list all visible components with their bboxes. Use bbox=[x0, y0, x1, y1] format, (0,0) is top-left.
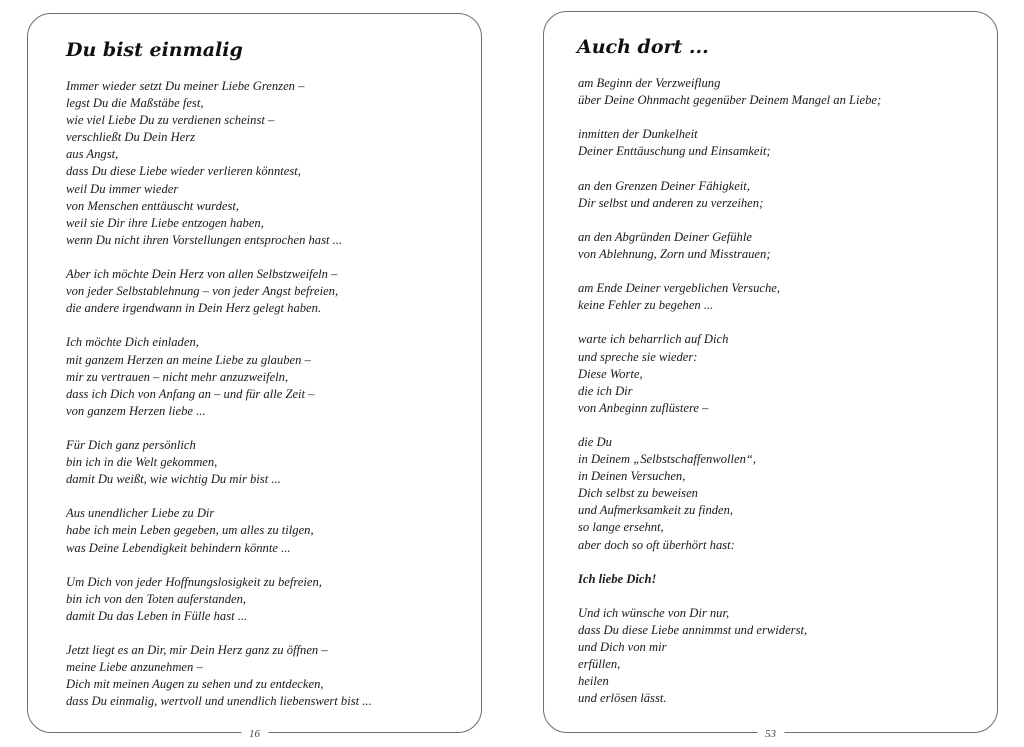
verse-line: die ich Dir bbox=[578, 383, 633, 398]
verse-line: meine Liebe anzunehmen – bbox=[66, 660, 203, 675]
verse-line: Deiner Enttäuschung und Einsamkeit; bbox=[578, 144, 771, 159]
verse-line: legst Du die Maßstäbe fest, bbox=[66, 96, 204, 111]
verse-line: warte ich beharrlich auf Dich bbox=[578, 332, 729, 347]
verse-line: dass Du diese Liebe annimmst und erwiderst, bbox=[578, 623, 808, 637]
verse-line: Dir selbst und anderen zu verzeihen; bbox=[578, 195, 764, 210]
page-number: 16 bbox=[241, 728, 268, 740]
verse-line: verschließt Du Dein Herz bbox=[66, 130, 196, 145]
verse-line: damit Du das Leben in Fülle hast ... bbox=[66, 608, 248, 623]
verse-line: wie viel Liebe Du zu verdienen scheinst – bbox=[66, 113, 275, 128]
stanza bbox=[578, 605, 881, 708]
verse-line: was Deine Lebendigkeit behindern könnte ... bbox=[66, 540, 291, 555]
stanza bbox=[66, 574, 372, 625]
verse-line: von jeder Selbstablehnung – von jeder Angst befreien, bbox=[66, 284, 339, 299]
verse-line: und Aufmerksamkeit zu finden, bbox=[578, 503, 734, 518]
verse-line: an den Abgründen Deiner Gefühle bbox=[578, 229, 752, 244]
verse-line: über Deine Ohnmacht gegenüber Deinem Mangel an Liebe; bbox=[578, 93, 882, 108]
stanza bbox=[66, 437, 372, 488]
verse-line: von ganzem Herzen liebe ... bbox=[66, 403, 206, 418]
verse-line: keine Fehler zu begehen ... bbox=[578, 298, 714, 313]
verse-line: die andere irgendwann in Dein Herz gelegt haben. bbox=[66, 301, 322, 316]
verse-line: habe ich mein Leben gegeben, um alles zu tilgen, bbox=[66, 523, 314, 538]
verse-line: Jetzt liegt es an Dir, mir Dein Herz ganz zu öffnen – bbox=[66, 643, 328, 658]
stanza bbox=[578, 126, 881, 160]
stanza bbox=[66, 266, 372, 317]
verse-line: weil Du immer wieder bbox=[66, 181, 179, 196]
verse-line: Aber ich möchte Dein Herz von allen Selbstzweifeln – bbox=[66, 267, 338, 282]
verse-line: in Deinen Versuchen, bbox=[578, 469, 686, 484]
page-number: 53 bbox=[757, 728, 784, 740]
verse-line: aber doch so oft überhört hast: bbox=[578, 537, 735, 552]
right-page bbox=[543, 11, 998, 740]
verse-line: am Ende Deiner vergeblichen Versuche, bbox=[578, 281, 781, 296]
verse-line: Für Dich ganz persönlich bbox=[66, 437, 196, 452]
left-page bbox=[27, 13, 482, 740]
stanza bbox=[578, 75, 881, 109]
stanza bbox=[578, 331, 881, 416]
verse-line: inmitten der Dunkelheit bbox=[578, 127, 698, 142]
stanza bbox=[578, 229, 881, 263]
poem-body bbox=[66, 78, 372, 728]
verse-line: weil sie Dir ihre Liebe entzogen haben, bbox=[66, 215, 264, 230]
stanza bbox=[66, 505, 372, 556]
verse-line: damit Du weißt, wie wichtig Du mir bist ... bbox=[66, 472, 281, 487]
stanza bbox=[66, 78, 372, 249]
verse-line: mir zu vertrauen – nicht mehr anzuzweifeln, bbox=[66, 369, 289, 384]
verse-line: Dich selbst zu beweisen bbox=[578, 486, 698, 501]
verse-line: aus Angst, bbox=[66, 147, 119, 162]
verse-line: Und ich wünsche von Dir nur, bbox=[578, 605, 730, 620]
verse-line: Aus unendlicher Liebe zu Dir bbox=[66, 506, 215, 521]
page-title: Du bist einmalig bbox=[66, 39, 243, 61]
verse-line: von Menschen enttäuscht wurdest, bbox=[66, 198, 240, 213]
stanza bbox=[66, 334, 372, 419]
verse-line: von Ablehnung, Zorn und Misstrauen; bbox=[578, 246, 771, 261]
verse-line: bin ich in die Welt gekommen, bbox=[66, 455, 218, 470]
emphasis-stanza bbox=[578, 571, 881, 588]
stanza bbox=[578, 434, 881, 554]
verse-line: heilen bbox=[578, 674, 609, 689]
verse-line: Immer wieder setzt Du meiner Liebe Grenzen – bbox=[66, 79, 305, 93]
verse-line: die Du bbox=[578, 434, 612, 449]
verse-line: dass Du einmalig, wertvoll und unendlich liebenswert bist ... bbox=[66, 694, 372, 709]
verse-line: dass ich Dich von Anfang an – und für alle Zeit – bbox=[66, 386, 315, 401]
verse-line: Um Dich von jeder Hoffnungslosigkeit zu befreien, bbox=[66, 574, 322, 589]
page-title: Auch dort ... bbox=[577, 36, 709, 58]
verse-line: Diese Worte, bbox=[578, 366, 643, 381]
verse-line: so lange ersehnt, bbox=[578, 520, 664, 535]
verse-line: dass Du diese Liebe wieder verlieren könntest, bbox=[66, 164, 301, 179]
verse-line: und Dich von mir bbox=[578, 640, 667, 655]
verse-line: erfüllen, bbox=[578, 657, 621, 672]
stanza bbox=[578, 280, 881, 314]
verse-line: Ich liebe Dich! bbox=[578, 571, 657, 586]
verse-line: Dich mit meinen Augen zu sehen und zu entdecken, bbox=[66, 677, 324, 692]
stanza bbox=[66, 642, 372, 710]
verse-line: und spreche sie wieder: bbox=[578, 349, 698, 364]
verse-line: Ich möchte Dich einladen, bbox=[66, 335, 199, 350]
verse-line: bin ich von den Toten auferstanden, bbox=[66, 591, 247, 606]
verse-line: und erlösen lässt. bbox=[578, 691, 667, 706]
verse-line: in Deinem „Selbstschaffenwollen“, bbox=[578, 452, 757, 467]
verse-line: am Beginn der Verzweiflung bbox=[578, 76, 721, 90]
verse-line: an den Grenzen Deiner Fähigkeit, bbox=[578, 178, 750, 193]
verse-line: wenn Du nicht ihren Vorstellungen entsprochen hast ... bbox=[66, 232, 343, 247]
poem-body bbox=[578, 75, 881, 725]
verse-line: mit ganzem Herzen an meine Liebe zu glauben – bbox=[66, 352, 311, 367]
verse-line: von Anbeginn zuflüstere – bbox=[578, 400, 709, 415]
stanza bbox=[578, 178, 881, 212]
